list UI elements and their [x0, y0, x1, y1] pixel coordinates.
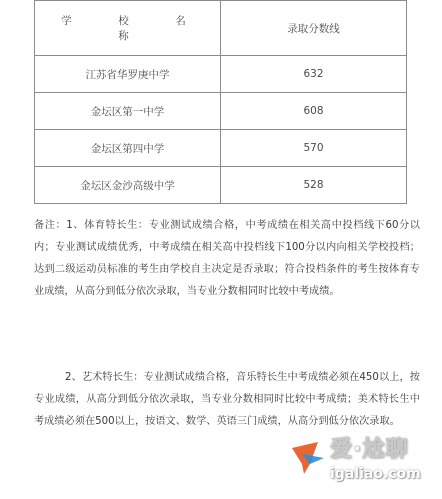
- school-name-cell: 金坛区金沙高级中学: [35, 167, 221, 204]
- watermark-url: igaliao.com: [330, 466, 421, 482]
- table-row: [35, 56, 407, 93]
- note-sports-specialty: 备注：1、体育特长生：专业测试成绩合格，中考成绩在相关高中投档线下60分以内；专业测试成绩优秀，中考成绩在相关高中投档线下100分以内向相关学校投档；达到二级运动员标准的考生由学校自主决定是否录取；符合投档条件的考生按体育专业成绩，从高分到低分依次录取，当专业分数相同时比较中考成绩。: [34, 220, 420, 297]
- school-name-cell: 金坛区第一中学: [35, 93, 221, 130]
- note-arts-specialty: [34, 367, 420, 433]
- site-watermark: [288, 430, 438, 492]
- score-cell: 608: [221, 93, 407, 130]
- header-school-name: 学 校 名 称: [35, 1, 221, 56]
- school-name-cell: 江苏省华罗庚中学: [35, 56, 221, 93]
- table-row: [35, 93, 407, 130]
- school-name-cell: 金坛区第四中学: [35, 130, 221, 167]
- note-arts-text: 2、艺术特长生：专业测试成绩合格，音乐特长生中考成绩必须在450以上，按专业成绩，从高分到低分依次录取，当专业分数相同时比较中考成绩；美术特长生中考成绩必须在500以上，按语文、数学、英语三门成绩，从高分到低分依次录取。: [34, 372, 420, 427]
- table-row: [35, 130, 407, 167]
- score-cell: 632: [221, 56, 407, 93]
- admission-score-table: [34, 0, 407, 204]
- watermark-title: 爱·尬聊: [330, 437, 409, 462]
- table-row: [35, 167, 407, 204]
- score-cell: 528: [221, 167, 407, 204]
- score-cell: 570: [221, 130, 407, 167]
- chat-bubble-logo-icon: [288, 434, 328, 478]
- table-header-row: [35, 1, 407, 56]
- header-score-line: 录取分数线: [221, 1, 407, 56]
